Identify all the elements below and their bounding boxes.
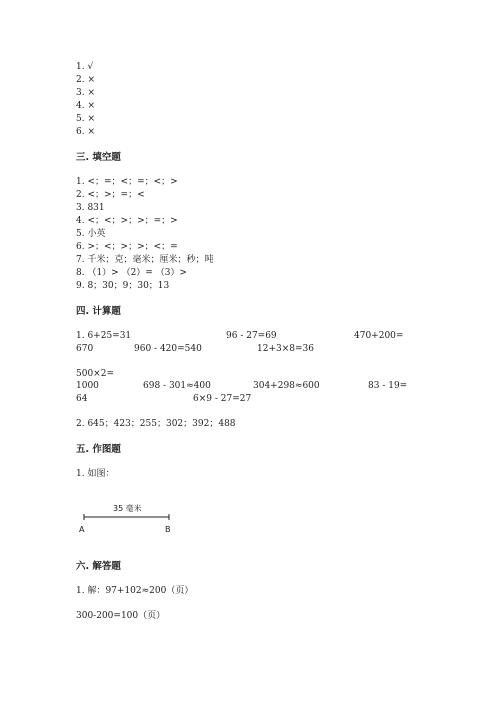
fill-blank-5: 5. 小英 [76,229,106,239]
section-4-heading: 四. 计算题 [76,306,121,317]
fill-blank-9: 9. 8；30；9；30；13 [76,281,170,291]
calc-1d: 960 - 420=540 [134,344,202,354]
calc-1a: 1. 6+25=31 [76,331,132,341]
drawing-item-1: 1. 如图： [76,469,115,479]
calc-2c: 304+298≈600 [253,381,320,391]
calc-item-2: 2. 645；423；255；302；392；488 [76,419,236,429]
point-b-label: B [165,525,171,534]
calc-2d: 83 - 19= [368,381,408,391]
segment-length-label: 35 毫米 [113,504,142,513]
section-6-heading: 六. 解答题 [76,561,121,572]
answer-line-2: 2. × [76,75,95,85]
fill-blank-1: 1. <；=；<；=；<；> [76,177,178,187]
calc-2a: 1000 [76,381,99,391]
section-3-heading: 三. 填空题 [76,152,121,163]
section-5-heading: 五. 作图题 [76,444,121,455]
fill-blank-3: 3. 831 [76,203,105,213]
fill-blank-6: 6. >；<；>；>；<；= [76,242,178,252]
answer-line-3: 3. × [76,88,95,98]
fill-blank-4: 4. <；<；>；>；=；> [76,216,178,226]
answer-line-4: 4. × [76,101,95,111]
fill-blank-8: 8. （1）> （2）= （3）> [76,268,187,278]
solution-line-1: 1. 解：97+102≈200（页） [76,586,194,596]
fill-blank-7: 7. 千米；克；毫米；厘米；秒；吨 [76,255,214,265]
calc-1b: 96 - 27=69 [226,331,277,341]
calc-2-lead: 500×2= [76,369,114,379]
solution-line-2: 300-200=100（页） [76,611,166,621]
fill-blank-2: 2. <；>；=；< [76,190,145,200]
calc-1e: 12+3×8=36 [257,344,314,354]
calc-2d-wrap: 64 [76,394,88,404]
calc-1c: 470+200= [354,331,404,341]
answer-line-1: 1. √ [76,62,94,72]
calc-1c-wrap: 670 [76,344,94,354]
point-a-label: A [79,525,85,534]
calc-2b: 698 - 301≈400 [143,381,211,391]
answer-line-5: 5. × [76,114,95,124]
answer-line-6: 6. × [76,127,95,137]
calc-2e: 6×9 - 27=27 [193,394,252,404]
